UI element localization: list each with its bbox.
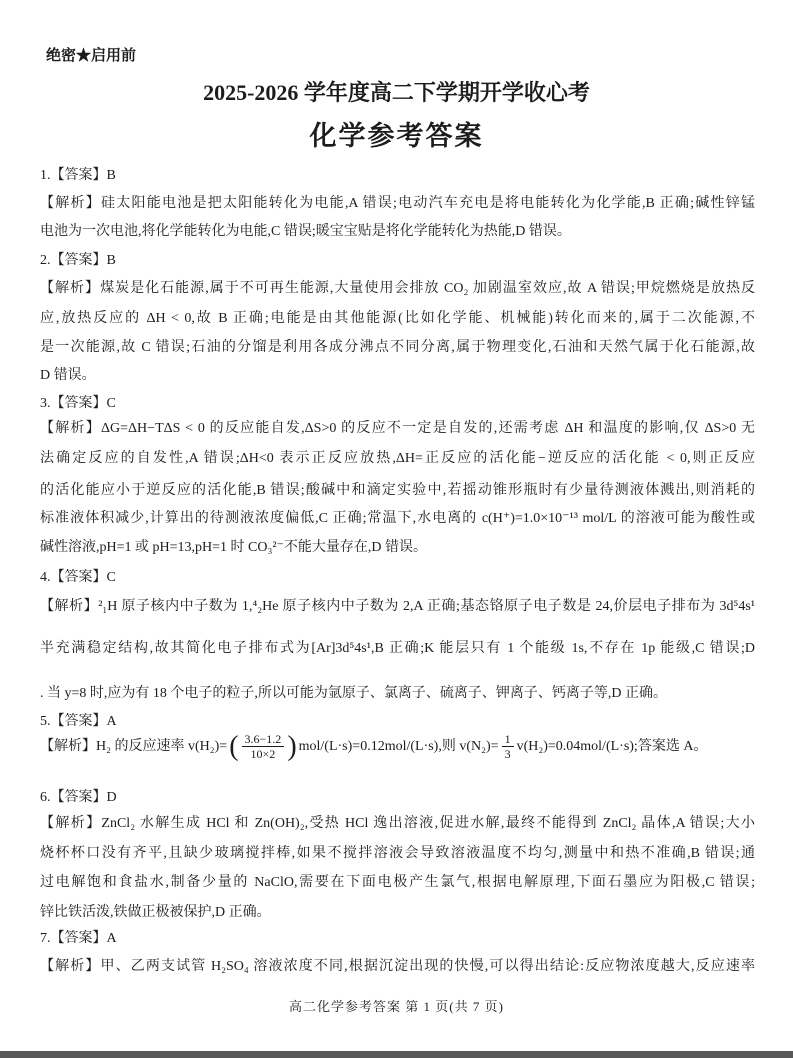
q7-answer-line: 7.【答案】A: [40, 931, 117, 946]
q3-analysis-line: 碱性溶液,pH=1 或 pH=13,pH=1 时 CO₃²⁻不能大量存在,D 错误。: [40, 540, 428, 555]
q5-formula-suffix: v(H₂)=0.04mol/(L·s);答案选 A。: [516, 739, 708, 754]
fraction-denominator: 3: [504, 747, 511, 761]
open-paren: (: [229, 730, 239, 762]
secrecy-label: 绝密★启用前: [46, 48, 137, 64]
q5-rate-fraction: [242, 732, 285, 761]
fraction-denominator: 10×2: [250, 747, 276, 761]
q2-analysis-line: 是一次能源,故 C 错误;石油的分馏是利用各成分沸点不同分离,属于物理变化,石油和天然气属于化石能源,故: [40, 340, 755, 355]
q1-analysis-line: 电池为一次电池,将化学能转化为电能,C 错误;暖宝宝贴是将化学能转化为热能,D 错误。: [40, 224, 571, 239]
q3-analysis-line: 的活化能应小于逆反应的活化能,B 错误;酸碱中和滴定实验中,若摇动锥形瓶时有少量待测液体溅出,则消耗的: [40, 483, 755, 498]
q5-one-third-fraction: [502, 732, 514, 761]
fraction-numerator: 3.6−1.2: [242, 732, 285, 747]
answer-key-title: 化学参考答案: [309, 121, 484, 151]
q4-analysis-line: 【解析】²₁H 原子核内中子数为 1,⁴₂He 原子核内中子数为 2,A 正确;基态铬原子电子数是 24,价层电子排布为 3d⁵4s¹: [40, 599, 755, 614]
q6-analysis-line: 【解析】ZnCl₂ 水解生成 HCl 和 Zn(OH)₂,受热 HCl 逸出溶液,促进水解,最终不能得到 ZnCl₂ 晶体,A 错误;大小: [40, 816, 755, 831]
q5-formula-mid: mol/(L·s)=0.12mol/(L·s),则 v(N₂)=: [298, 739, 499, 754]
q4-analysis-line: . 当 y=8 时,应为有 18 个电子的粒子,所以可能为氩原子、氯离子、硫离子、钾离子、钙离子等,D 正确。: [40, 686, 668, 701]
q2-analysis-line: 应,放热反应的 ΔH < 0,故 B 正确;电能是由其他能源(比如化学能、机械能)转化而来的,属于二次能源,不: [40, 311, 755, 326]
q6-analysis-line: 过电解饱和食盐水,制备少量的 NaClO,需要在下面电极产生氯气,根据电解原理,下面石墨应为阳极,C 错误;: [40, 875, 755, 890]
q5-answer-line: 5.【答案】A: [40, 714, 117, 729]
fraction-numerator: 1: [502, 732, 514, 747]
q4-answer-line: 4.【答案】C: [40, 570, 116, 585]
bottom-edge-bar: [0, 1051, 793, 1058]
q6-analysis-line: 烧杯杯口没有齐平,且缺少玻璃搅拌棒,如果不搅拌溶液会导致溶液温度不均匀,测量中和热不准确,B 错误;通: [40, 846, 755, 861]
q1-analysis-line: 【解析】硅太阳能电池是把太阳能转化为电能,A 错误;电动汽车充电是将电能转化为化学能,B 正确;碱性锌锰: [40, 196, 755, 211]
q5-formula-prefix: 【解析】H₂ 的反应速率 v(H₂)=: [40, 739, 228, 754]
q3-analysis-line: 标准液体积减少,计算出的待测液浓度偏低,C 正确;常温下,水电离的 c(H⁺)=1.0×10⁻¹³ mol/L 的溶液可能为酸性或: [40, 511, 755, 526]
page-footer: 高二化学参考答案 第 1 页(共 7 页): [289, 999, 504, 1014]
q6-answer-line: 6.【答案】D: [40, 790, 117, 805]
q3-answer-line: 3.【答案】C: [40, 396, 116, 411]
q6-analysis-line: 锌比铁活泼,铁做正极被保护,D 正确。: [40, 905, 271, 920]
q2-analysis-line: 【解析】煤炭是化石能源,属于不可再生能源,大量使用会排放 CO₂ 加剧温室效应,故 A 错误;甲烷燃烧是放热反: [40, 281, 755, 296]
close-paren: ): [287, 730, 297, 762]
q3-analysis-line: 法确定反应的自发性,A 错误;ΔH<0 表示正反应放热,ΔH=正反应的活化能−逆反应的活化能 < 0,则正反应: [40, 451, 755, 466]
q2-analysis-line: D 错误。: [40, 368, 96, 383]
q3-analysis-line: 【解析】ΔG=ΔH−TΔS < 0 的反应能自发,ΔS>0 的反应不一定是自发的,还需考虑 ΔH 和温度的影响,仅 ΔS>0 无: [40, 421, 755, 436]
q4-analysis-line: 半充满稳定结构,故其简化电子排布式为[Ar]3d⁵4s¹,B 正确;K 能层只有 1 个能级 1s,不存在 1p 能级,C 错误;D: [40, 641, 755, 656]
q5-analysis-formula: [40, 732, 755, 761]
q2-answer-line: 2.【答案】B: [40, 253, 116, 268]
q1-answer-line: 1.【答案】B: [40, 168, 116, 183]
q7-analysis-line: 【解析】甲、乙两支试管 H₂SO₄ 溶液浓度不同,根据沉淀出现的快慢,可以得出结论:反应物浓度越大,反应速率: [40, 959, 755, 974]
exam-title: 2025-2026 学年度高二下学期开学收心考: [203, 80, 590, 105]
